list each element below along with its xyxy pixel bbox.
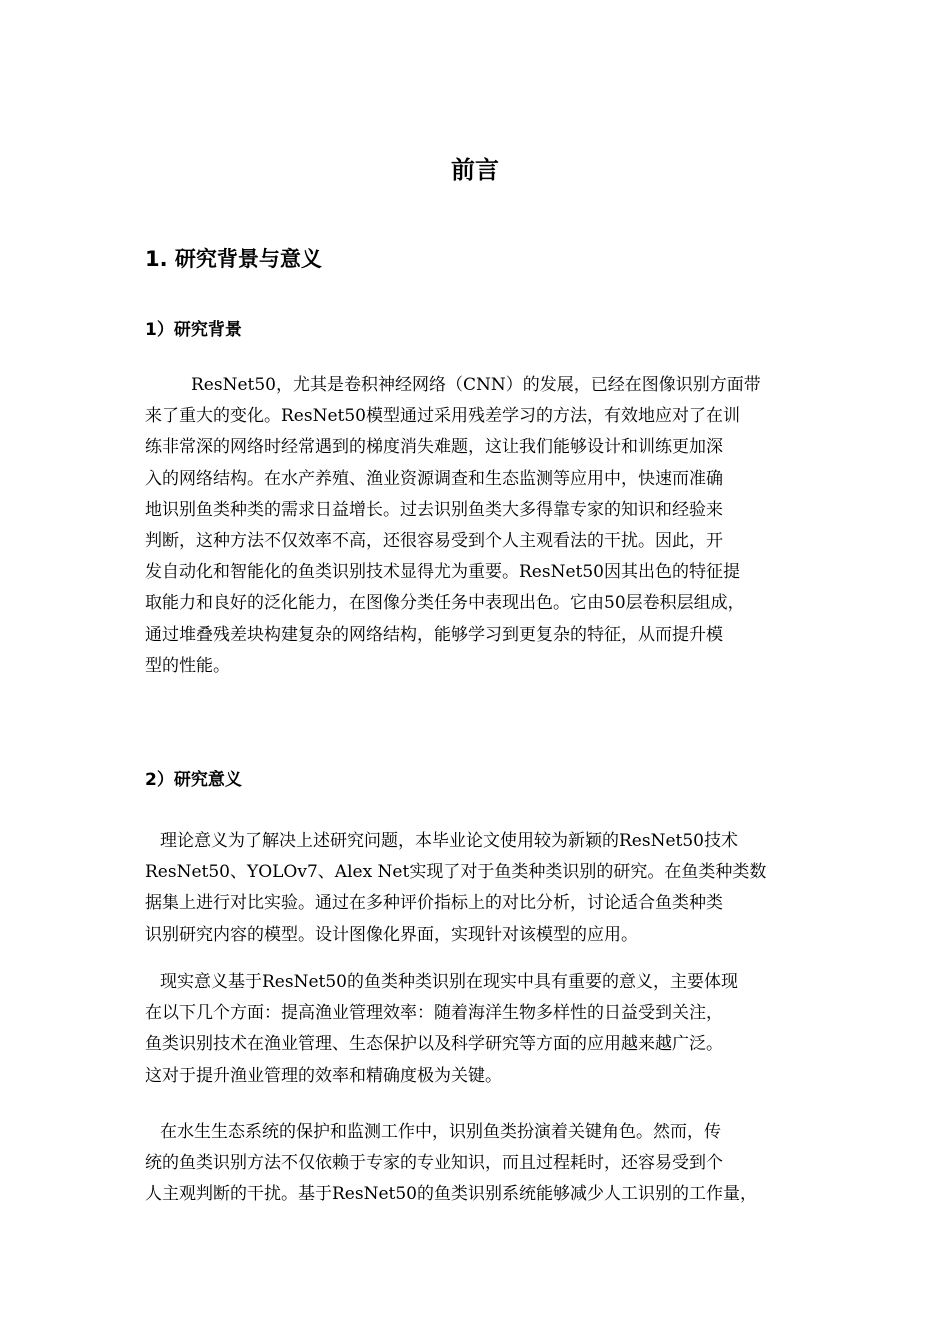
paragraph-line: 入的网络结构。在水产养殖、渔业资源调查和生态监测等应用中，快速而准确 xyxy=(145,468,723,489)
paragraph-line: 据集上进行对比实验。通过在多种评价指标上的对比分析，讨论适合鱼类种类 xyxy=(145,893,723,914)
paragraph-line: 取能力和良好的泛化能力，在图像分类任务中表现出色。它由50层卷积层组成， xyxy=(145,593,745,614)
paragraph-line: 人主观判断的干扰。基于ResNet50的鱼类识别系统能够减少人工识别的工作量， xyxy=(145,1184,757,1205)
ecosystem-protection-paragraph xyxy=(145,1117,821,1211)
section-heading-research-background-significance: 1. 研究背景与意义 xyxy=(145,247,322,271)
paragraph-line: ResNet50、YOLOv7、Alex Net实现了对于鱼类种类识别的研究。在鱼类种类数 xyxy=(145,862,767,883)
paragraph-line: 地识别鱼类种类的需求日益增长。过去识别鱼类大多得靠专家的知识和经验来 xyxy=(145,499,723,520)
paragraph-line: 鱼类识别技术在渔业管理、生态保护以及科学研究等方面的应用越来越广泛。 xyxy=(145,1034,723,1055)
paragraph-line: 型的性能。 xyxy=(145,655,230,676)
paragraph-line: 来了重大的变化。ResNet50模型通过采用残差学习的方法，有效地应对了在训 xyxy=(145,406,740,427)
practical-significance-paragraph xyxy=(145,967,821,1092)
background-paragraph xyxy=(145,370,821,682)
paragraph-line: 通过堆叠残差块构建复杂的网络结构，能够学习到更复杂的特征，从而提升模 xyxy=(145,624,723,645)
paragraph-line: 发自动化和智能化的鱼类识别技术显得尤为重要。ResNet50因其出色的特征提 xyxy=(145,562,740,583)
paragraph-line: 现实意义基于ResNet50的鱼类种类识别在现实中具有重要的意义，主要体现 xyxy=(160,972,738,992)
paragraph-line: 练非常深的网络时经常遇到的梯度消失难题，这让我们能够设计和训练更加深 xyxy=(145,437,723,458)
paragraph-line: 在水生生态系统的保护和监测工作中，识别鱼类扮演着关键角色。然而，传 xyxy=(160,1122,721,1142)
page-title: 前言 xyxy=(451,156,499,184)
paragraph-line: 在以下几个方面：提高渔业管理效率：随着海洋生物多样性的日益受到关注， xyxy=(145,1003,723,1024)
paragraph-line: ResNet50，尤其是卷积神经网络（CNN）的发展，已经在图像识别方面带 xyxy=(191,375,761,395)
paragraph-line: 识别研究内容的模型。设计图像化界面，实现针对该模型的应用。 xyxy=(145,924,638,945)
paragraph-line: 统的鱼类识别方法不仅依赖于专家的专业知识，而且过程耗时，还容易受到个 xyxy=(145,1153,723,1174)
theoretical-significance-paragraph xyxy=(145,826,821,951)
paragraph-line: 理论意义为了解决上述研究问题，本毕业论文使用较为新颖的ResNet50技术 xyxy=(160,831,738,851)
subsection-heading-research-background: 1）研究背景 xyxy=(145,320,242,340)
subsection-heading-research-significance: 2）研究意义 xyxy=(145,770,242,790)
paragraph-line: 判断，这种方法不仅效率不高，还很容易受到个人主观看法的干扰。因此，开 xyxy=(145,530,723,551)
paragraph-line: 这对于提升渔业管理的效率和精确度极为关键。 xyxy=(145,1065,502,1086)
